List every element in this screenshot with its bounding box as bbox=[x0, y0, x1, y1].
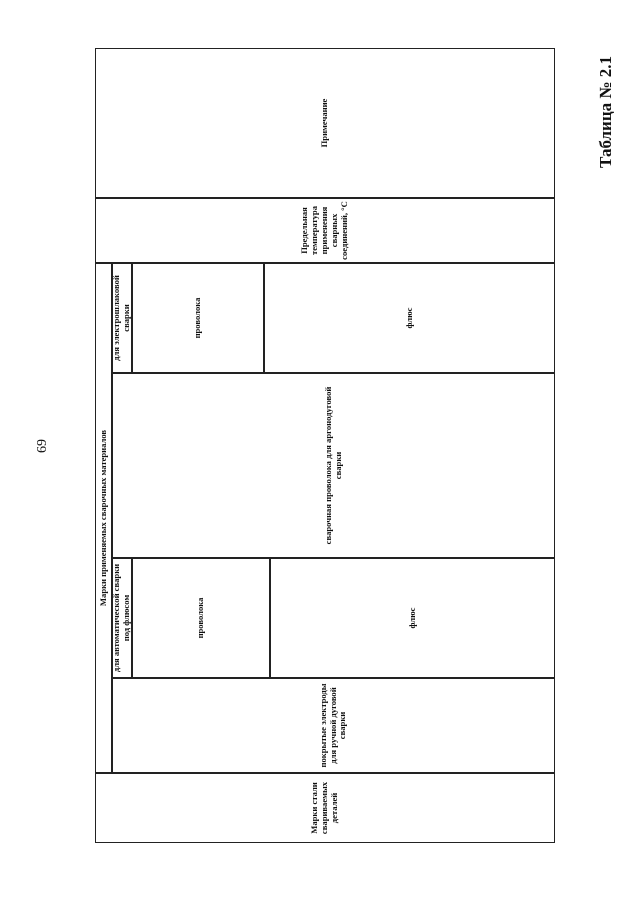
header-auto-flux: флюс bbox=[270, 558, 555, 678]
header-temp: Предельная температура применения сварных соединений, °С bbox=[95, 198, 555, 263]
table-title-text: Таблица № 2.1 bbox=[596, 56, 616, 168]
page-number: 69 bbox=[35, 439, 50, 453]
header-auto-group: для автоматической сварки под флюсом bbox=[112, 558, 132, 678]
header-argon: сварочная проволока для аргонодуговой сварки bbox=[112, 373, 555, 558]
header-electroslag-group: для электрошлаковой сварки bbox=[112, 263, 132, 373]
header-electrodes: покрытые электроды для ручной дуговой сварки bbox=[112, 678, 555, 773]
header-auto-wire: проволока bbox=[132, 558, 270, 678]
header-materials-group: Марки применяемых сварочных материалов bbox=[95, 263, 112, 773]
rotated-table-canvas bbox=[95, 48, 555, 843]
header-es-flux: флюс bbox=[264, 263, 555, 373]
header-note: Примечание bbox=[95, 48, 555, 198]
welding-materials-table bbox=[95, 48, 555, 843]
header-steel: Марки стали свариваемых деталей bbox=[95, 773, 555, 843]
header-es-wire: проволока bbox=[132, 263, 264, 373]
table-title bbox=[581, 56, 631, 168]
